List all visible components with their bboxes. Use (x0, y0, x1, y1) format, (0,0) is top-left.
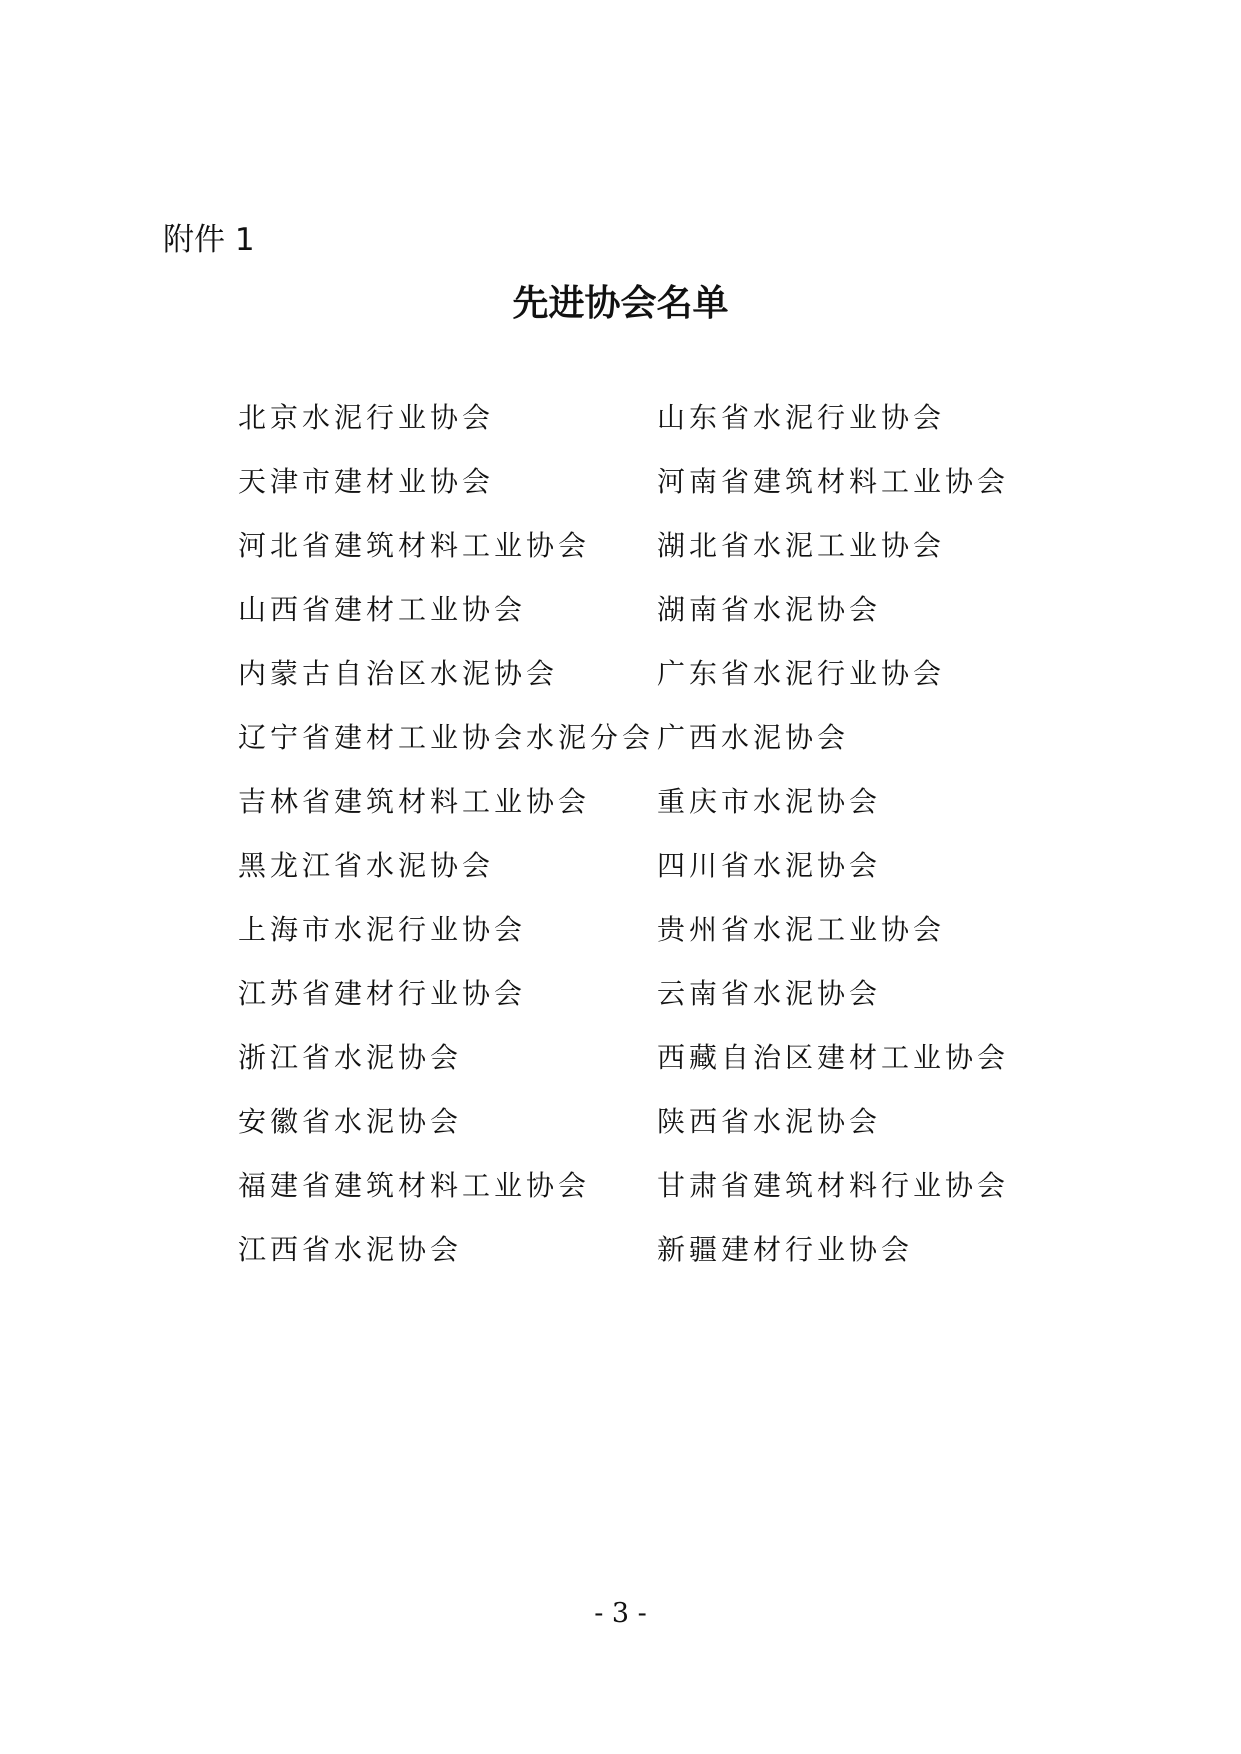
list-item: 四川省水泥协会 (657, 849, 882, 882)
attachment-label: 附件 1 (163, 222, 255, 258)
list-item: 山东省水泥行业协会 (657, 401, 946, 434)
list-item: 湖北省水泥工业协会 (657, 529, 946, 562)
list-item: 黑龙江省水泥协会 (238, 849, 495, 882)
page-title: 先进协会名单 (512, 283, 729, 324)
list-item: 福建省建筑材料工业协会 (238, 1169, 591, 1202)
list-item: 甘肃省建筑材料行业协会 (657, 1169, 1010, 1202)
page-number: - 3 - (594, 1598, 647, 1629)
list-item: 江西省水泥协会 (238, 1233, 463, 1266)
list-item: 浙江省水泥协会 (238, 1041, 463, 1074)
list-item: 山西省建材工业协会 (238, 593, 527, 626)
list-item: 上海市水泥行业协会 (238, 913, 527, 946)
list-item: 广西水泥协会 (657, 721, 850, 754)
list-item: 广东省水泥行业协会 (657, 657, 946, 690)
list-item: 重庆市水泥协会 (657, 785, 882, 818)
list-item: 河北省建筑材料工业协会 (238, 529, 591, 562)
list-item: 湖南省水泥协会 (657, 593, 882, 626)
list-item: 河南省建筑材料工业协会 (657, 465, 1010, 498)
list-item: 江苏省建材行业协会 (238, 977, 527, 1010)
list-item: 西藏自治区建材工业协会 (657, 1041, 1010, 1074)
list-item: 天津市建材业协会 (238, 465, 495, 498)
list-item: 新疆建材行业协会 (657, 1233, 914, 1266)
list-item: 陕西省水泥协会 (657, 1105, 882, 1138)
list-item: 北京水泥行业协会 (238, 401, 495, 434)
list-item: 安徽省水泥协会 (238, 1105, 463, 1138)
list-item: 辽宁省建材工业协会水泥分会 (238, 721, 655, 754)
list-item: 吉林省建筑材料工业协会 (238, 785, 591, 818)
list-item: 内蒙古自治区水泥协会 (238, 657, 559, 690)
list-item: 云南省水泥协会 (657, 977, 882, 1010)
list-item: 贵州省水泥工业协会 (657, 913, 946, 946)
